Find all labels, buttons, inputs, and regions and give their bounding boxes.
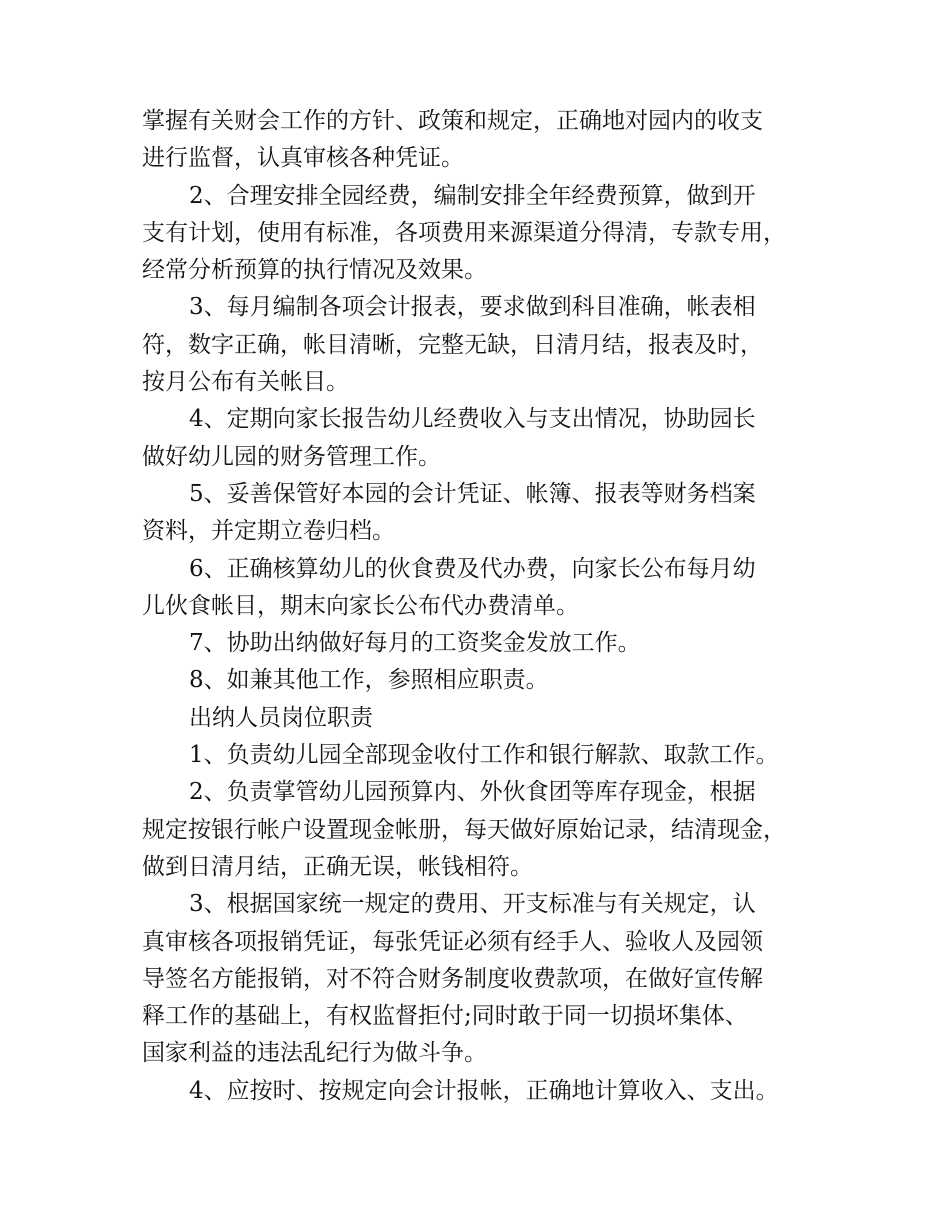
paragraph [142, 551, 832, 626]
text-line: 做到日清月结，正确无误，帐钱相符。 [142, 853, 533, 880]
text-line: 4、应按时、按规定向会计报帐，正确地计算收入、支出。 [189, 1077, 779, 1104]
paragraph [142, 886, 832, 1072]
text-line: 国家利益的违法乱纪行为做斗争。 [142, 1040, 487, 1067]
paragraph [142, 737, 832, 774]
text-line: 2、负责掌管幼儿园预算内、外伙食团等库存现金，根据 [189, 779, 756, 806]
paragraph [142, 1073, 832, 1110]
paragraph [142, 774, 832, 886]
text-line: 真审核各项报销凭证，每张凭证必须有经手人、验收人及园领 [142, 928, 763, 955]
text-line: 进行监督，认真审核各种凭证。 [142, 145, 464, 172]
paragraph [142, 700, 832, 737]
text-line: 掌握有关财会工作的方针、政策和规定，正确地对园内的收支 [142, 108, 763, 134]
paragraph [142, 401, 832, 476]
text-line: 出纳人员岗位职责 [189, 704, 373, 731]
paragraph [142, 662, 832, 699]
text-line: 3、根据国家统一规定的费用、开支标准与有关规定，认 [189, 891, 756, 918]
text-line: 资料，并定期立卷归档。 [142, 518, 395, 545]
text-line: 1、负责幼儿园全部现金收付工作和银行解款、取款工作。 [189, 742, 779, 769]
text-line: 3、每月编制各项会计报表，要求做到科目准确，帐表相 [189, 294, 756, 321]
text-line: 6、正确核算幼儿的伙食费及代办费，向家长公布每月幼 [189, 555, 756, 582]
text-line: 做好幼儿园的财务管理工作。 [142, 443, 441, 470]
document-body [142, 103, 832, 1110]
text-line: 5、妥善保管好本园的会计凭证、帐簿、报表等财务档案 [189, 480, 756, 507]
text-line: 规定按银行帐户设置现金帐册，每天做好原始记录，结清现金， [142, 816, 786, 843]
text-line: 8、如兼其他工作，参照相应职责。 [189, 667, 549, 694]
text-line: 按月公布有关帐目。 [142, 369, 349, 396]
text-line: 经常分析预算的执行情况及效果。 [142, 257, 487, 284]
paragraph [142, 103, 832, 178]
paragraph [142, 476, 832, 551]
paragraph [142, 625, 832, 662]
paragraph [142, 289, 832, 401]
text-line: 符，数字正确，帐目清晰，完整无缺，日清月结，报表及时， [142, 331, 763, 358]
text-line: 7、协助出纳做好每月的工资奖金发放工作。 [189, 630, 641, 657]
text-line: 释工作的基础上，有权监督拒付;同时敢于同一切损坏集体、 [142, 1003, 748, 1030]
paragraph [142, 178, 832, 290]
text-line: 2、合理安排全园经费，编制安排全年经费预算，做到开 [189, 182, 756, 209]
text-line: 4、定期向家长报告幼儿经费收入与支出情况，协助园长 [189, 406, 756, 433]
text-line: 儿伙食帐目，期末向家长公布代办费清单。 [142, 592, 579, 619]
text-line: 导签名方能报销，对不符合财务制度收费款项，在做好宣传解 [142, 965, 763, 992]
text-line: 支有计划，使用有标准，各项费用来源渠道分得清，专款专用， [142, 219, 786, 246]
